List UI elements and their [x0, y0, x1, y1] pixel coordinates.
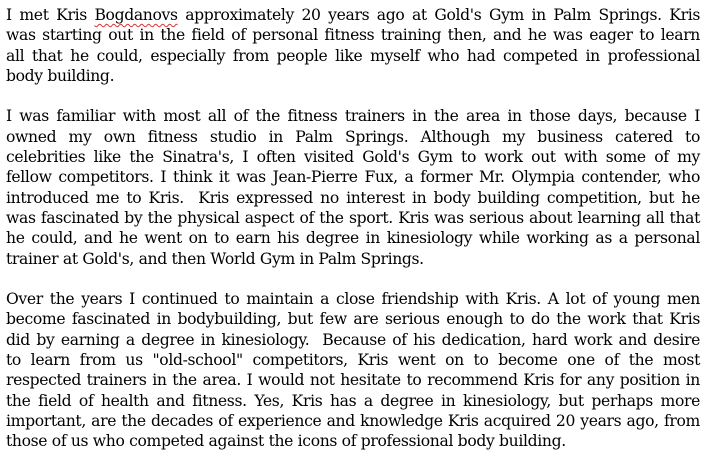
text-line: fellow competitors. I think it was Jean-Pierre Fux, a former Mr. Olympia contender, who	[6, 168, 700, 187]
text-line: important, are the decades of experience and knowledge Kris acquired 20 years ago, from	[6, 411, 700, 430]
paragraph-intro	[6, 5, 700, 86]
text-line: respected trainers in the area. I would not hesitate to recommend Kris for any position in	[6, 371, 700, 390]
text-line: to learn from us "old-school" competitors, Kris went on to become one of the most	[6, 351, 700, 370]
text-line: those of us who competed against the icons of professional body building.	[6, 432, 566, 451]
text-line: all that he could, especially from people like myself who had competed in professional	[6, 46, 700, 65]
text-line: did by earning a degree in kinesiology. Because of his dedication, hard work and desire	[6, 330, 700, 349]
document-body[interactable]	[6, 5, 700, 472]
text-line: I was familiar with most all of the fitness trainers in the area in those days, because I	[6, 107, 700, 126]
text-line: become fascinated in bodybuilding, but few are serious enough to do the work that Kris	[6, 310, 700, 329]
text-line: the field of health and fitness. Yes, Kris has a degree in kinesiology, but perhaps more	[6, 391, 700, 410]
text-line: body building.	[6, 66, 115, 85]
text-line: introduced me to Kris. Kris expressed no interest in body building competition, but he	[6, 188, 700, 207]
text-line: Over the years I continued to maintain a close friendship with Kris. A lot of young men	[6, 290, 700, 309]
text-line: celebrities like the Sinatra's, I often visited Gold's Gym to work out with some of my	[6, 148, 700, 167]
paragraph-recommendation	[6, 289, 700, 451]
text-line: he could, and he went on to earn his degree in kinesiology while working as a personal	[6, 229, 700, 248]
text-line: was fascinated by the physical aspect of the sport. Kris was serious about learning all that	[6, 208, 700, 227]
text-line: owned my own fitness studio in Palm Springs. Although my business catered to	[6, 127, 700, 146]
paragraph-background	[6, 106, 700, 268]
text-line: trainer at Gold's, and then World Gym in Palm Springs.	[6, 249, 424, 268]
text-line: I met Kris Bogdanovs approximately 20 years ago at Gold's Gym in Palm Springs. Kris	[6, 6, 700, 24]
text-line: was starting out in the field of personal fitness training then, and he was eager to learn	[6, 26, 700, 45]
misspelled-word[interactable]: Bogdanovs	[94, 6, 178, 24]
